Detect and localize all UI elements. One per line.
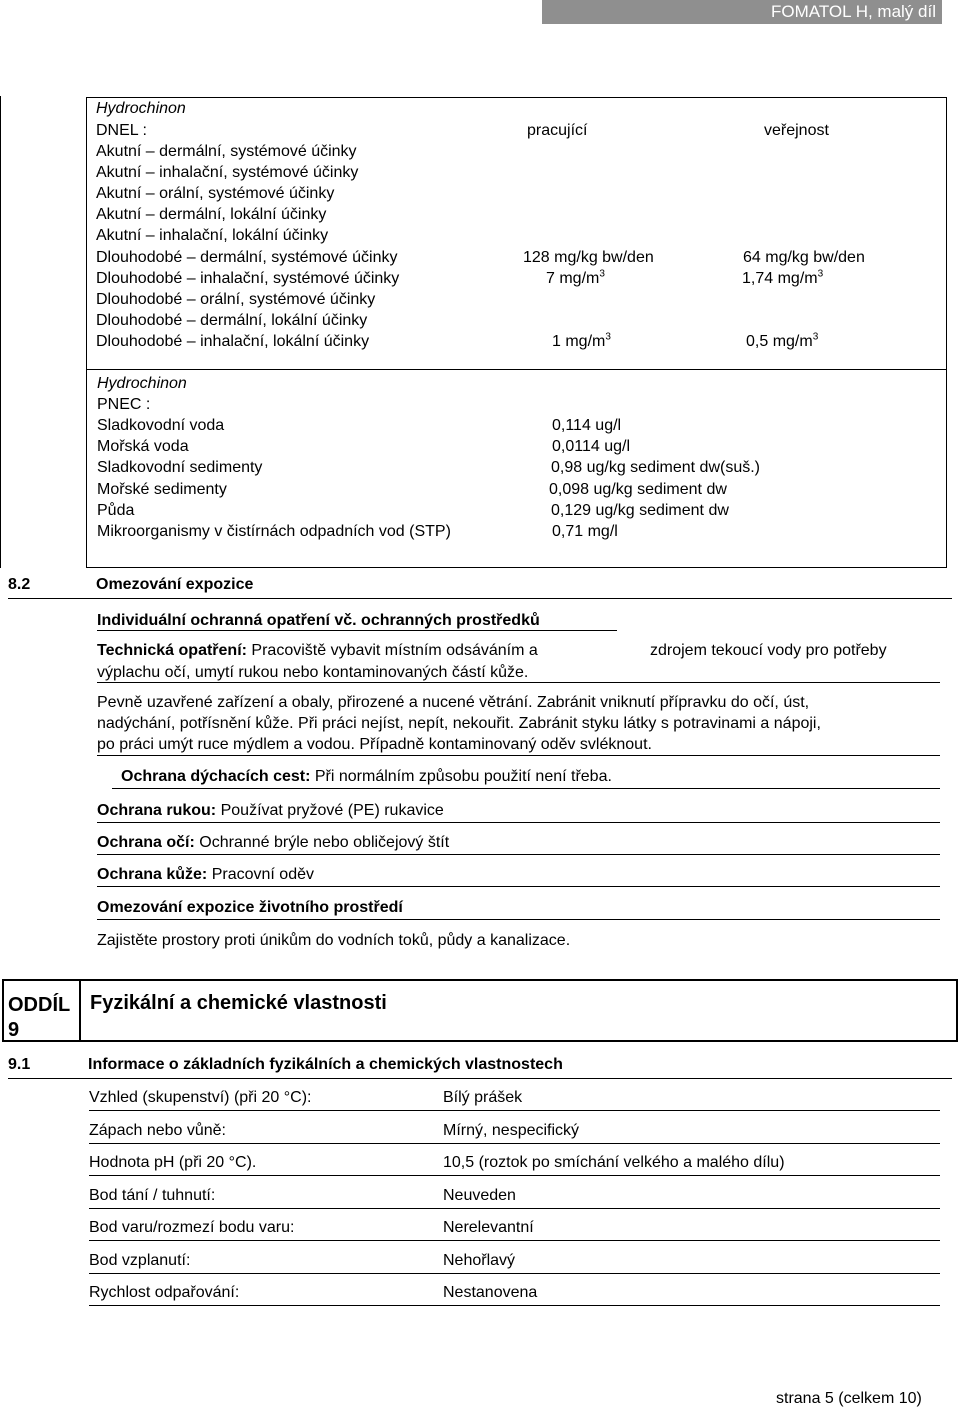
dnel-row-name: Akutní – inhalační, lokální účinky xyxy=(96,227,329,244)
dnel-substance: Hydrochinon xyxy=(96,100,186,117)
dnel-row-workers: 128 mg/kg bw/den xyxy=(523,249,654,266)
superscript: 3 xyxy=(817,268,824,280)
page-number: strana 5 (celkem 10) xyxy=(776,1390,922,1407)
property-label: Zápach nebo vůně: xyxy=(89,1122,226,1139)
respiratory-label: Ochrana dýchacích cest: xyxy=(121,768,311,785)
pnec-row-value: 0,129 ug/kg sediment dw xyxy=(551,502,729,519)
hand-protection xyxy=(97,800,444,821)
dnel-row-workers: 7 mg/m xyxy=(546,270,600,287)
skin-underline xyxy=(97,886,940,887)
property-divider xyxy=(89,1143,940,1144)
pnec-row-name: Mořská voda xyxy=(97,438,189,455)
property-divider xyxy=(89,1175,940,1176)
tech-measures-line1 xyxy=(97,640,538,661)
pnec-row-name: Mikroorganismy v čistírnách odpadních vod (STP) xyxy=(97,523,451,540)
hands-text: Používat pryžové (PE) rukavice xyxy=(220,802,444,819)
section-title: Omezování expozice xyxy=(96,576,254,593)
left-border xyxy=(0,96,1,568)
skin-protection xyxy=(97,864,314,885)
pnec-row-value: 0,0114 ug/l xyxy=(552,438,630,455)
dnel-row-name: Akutní – inhalační, systémové účinky xyxy=(96,164,359,181)
tech-measures-label: Technická opatření: xyxy=(97,642,247,659)
property-divider xyxy=(89,1110,940,1111)
dnel-row-name: Dlouhodobé – inhalační, lokální účinky xyxy=(96,333,370,350)
dnel-label: DNEL : xyxy=(96,122,147,139)
respiratory-protection xyxy=(121,766,612,787)
superscript: 3 xyxy=(599,268,605,280)
property-value: Mírný, nespecifický xyxy=(443,1122,580,1139)
pnec-row-name: Mořské sedimenty xyxy=(97,481,227,498)
tech-measures-text: Pracoviště vybavit místním odsáváním a xyxy=(251,642,538,659)
property-value: Nestanovena xyxy=(443,1284,538,1301)
pnec-row-value: 0,71 mg/l xyxy=(552,523,618,540)
dnel-row-name: Akutní – orální, systémové účinky xyxy=(96,185,335,202)
property-divider xyxy=(89,1240,940,1241)
property-divider xyxy=(89,1273,940,1274)
dnel-row-public: 0,5 mg/m xyxy=(746,333,813,350)
property-value: Nehořlavý xyxy=(443,1252,516,1269)
property-label: Hodnota pH (při 20 °C). xyxy=(89,1154,257,1171)
pnec-row-name: Sladkovodní voda xyxy=(97,417,225,434)
section-underline xyxy=(8,598,952,599)
property-label: Bod vzplanutí: xyxy=(89,1252,191,1269)
property-label: Rychlost odpařování: xyxy=(89,1284,240,1301)
dnel-row-name: Akutní – dermální, lokální účinky xyxy=(96,206,327,223)
property-divider xyxy=(89,1208,940,1209)
respiratory-text: Při normálním způsobu použití není třeba. xyxy=(314,768,612,785)
subsection-underline xyxy=(97,630,617,631)
page-header xyxy=(0,0,960,34)
document-title: FOMATOL H, malý díl xyxy=(542,0,942,24)
skin-text: Pracovní oděv xyxy=(211,866,314,883)
eyes-text: Ochranné brýle nebo obličejový štít xyxy=(199,834,450,851)
pnec-substance: Hydrochinon xyxy=(97,375,187,392)
pnec-label: PNEC : xyxy=(97,396,151,413)
section-9-divider xyxy=(79,979,81,1042)
dnel-row-public-cell xyxy=(746,331,818,352)
pnec-row-name: Půda xyxy=(97,502,135,519)
precautions-line1: Pevně uzavřené zařízení a obaly, přirozené a nucené větrání. Zabránit vniknutí přípravku do očí, úst, xyxy=(97,694,810,711)
dnel-row-name: Dlouhodobé – inhalační, systémové účinky xyxy=(96,270,400,287)
pnec-row-value: 0,098 ug/kg sediment dw xyxy=(549,481,727,498)
skin-label: Ochrana kůže: xyxy=(97,866,208,883)
dnel-row-public: 1,74 mg/m xyxy=(742,270,818,287)
dnel-col-public: veřejnost xyxy=(764,122,829,139)
property-value: 10,5 (roztok po smíchání velkého a malého dílu) xyxy=(443,1154,785,1171)
property-divider xyxy=(89,1305,940,1306)
tech-measures-line2: výplachu očí, umytí rukou nebo kontaminovaných částí kůže. xyxy=(97,664,529,681)
subsection-9-1-underline xyxy=(8,1078,952,1079)
dnel-row-name: Dlouhodobé – orální, systémové účinky xyxy=(96,291,376,308)
respiratory-underline xyxy=(112,788,940,789)
property-label: Bod tání / tuhnutí: xyxy=(89,1187,216,1204)
tech-measures-underline xyxy=(97,682,940,683)
eyes-underline xyxy=(97,854,940,855)
eyes-label: Ochrana očí: xyxy=(97,834,195,851)
superscript: 3 xyxy=(812,331,819,343)
property-value: Nerelevantní xyxy=(443,1219,534,1236)
subsection-9-1-number: 9.1 xyxy=(8,1056,31,1073)
dnel-row-name: Dlouhodobé – dermální, lokální účinky xyxy=(96,312,368,329)
pnec-row-name: Sladkovodní sedimenty xyxy=(97,459,263,476)
dnel-row-workers-cell xyxy=(546,268,605,289)
env-underline xyxy=(97,919,940,920)
hands-underline xyxy=(97,822,940,823)
section-number: 8.2 xyxy=(8,576,31,593)
pnec-row-value: 0,98 ug/kg sediment dw(suš.) xyxy=(551,459,760,476)
dnel-row-public-cell xyxy=(742,268,823,289)
section-9-word: ODDÍL xyxy=(8,994,71,1016)
section-9-number: 9 xyxy=(8,1019,20,1041)
precautions-line2: nadýchání, potřísnění kůže. Při práci nejíst, nepít, nekouřit. Zabránit styku látky s potravinami a nápoji, xyxy=(97,715,821,732)
dnel-row-workers-cell xyxy=(552,331,611,352)
dnel-row-name: Dlouhodobé – dermální, systémové účinky xyxy=(96,249,398,266)
dnel-row-name: Akutní – dermální, systémové účinky xyxy=(96,143,357,160)
dnel-row-workers: 1 mg/m xyxy=(552,333,606,350)
subsection-9-1-title: Informace o základních fyzikálních a chemických vlastnostech xyxy=(88,1056,563,1073)
superscript: 3 xyxy=(605,331,611,343)
env-exposure-text: Zajistěte prostory proti únikům do vodních toků, půdy a kanalizace. xyxy=(97,932,571,949)
precautions-line3: po práci umýt ruce mýdlem a vodou. Případně kontaminovaný oděv svléknout. xyxy=(97,736,652,753)
property-label: Bod varu/rozmezí bodu varu: xyxy=(89,1219,295,1236)
dnel-row-public: 64 mg/kg bw/den xyxy=(743,249,865,266)
property-value: Neuveden xyxy=(443,1187,516,1204)
eye-protection xyxy=(97,832,449,853)
section-9-title: Fyzikální a chemické vlastnosti xyxy=(90,992,387,1014)
pnec-row-value: 0,114 ug/l xyxy=(552,417,622,434)
dnel-col-workers: pracující xyxy=(527,122,588,139)
tech-measures-text-cont: zdrojem tekoucí vody pro potřeby xyxy=(650,642,887,659)
property-value: Bílý prášek xyxy=(443,1089,523,1106)
precautions-underline xyxy=(97,755,940,756)
subsection-title: Individuální ochranná opatření vč. ochranných prostředků xyxy=(97,612,540,629)
hands-label: Ochrana rukou: xyxy=(97,802,217,819)
property-label: Vzhled (skupenství) (při 20 °C): xyxy=(89,1089,312,1106)
env-exposure-title: Omezování expozice životního prostředí xyxy=(97,899,403,916)
